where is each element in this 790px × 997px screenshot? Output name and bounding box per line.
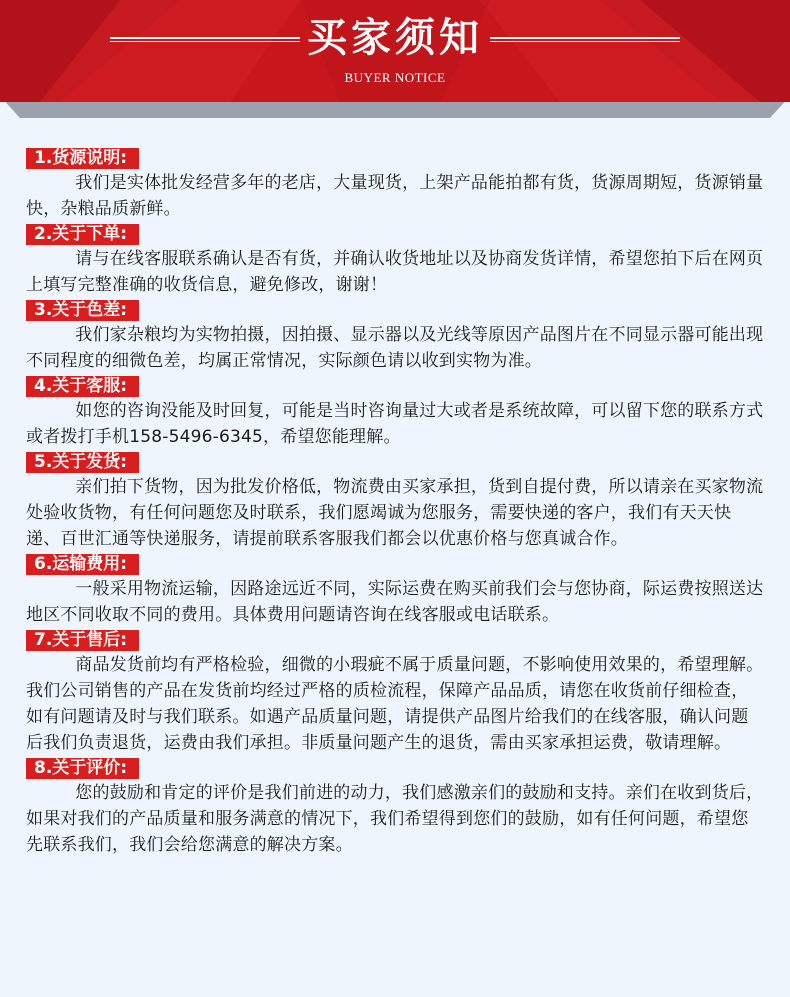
section-text: 如您的咨询没能及时回复，可能是当时咨询量过大或者是系统故障，可以留下您的联系方式或者拨打手机158-5496-6345，希望您能理解。	[26, 401, 764, 447]
section-label: 4.关于客服:	[26, 376, 139, 397]
section-text: 亲们拍下货物，因为批发价格低，物流费由买家承担，货到自提付费，所以请亲在买家物流处验收货物，有任何问题您及时联系，我们愿竭诚为您服务，需要快递的客户，我们有天天快递、百世汇通等快递服务，请提前联系客服我们都会以优惠价格与您真诚合作。	[26, 477, 764, 549]
notice-section	[26, 148, 764, 222]
section-label: 3.关于色差:	[26, 300, 139, 321]
notice-section	[26, 630, 764, 756]
page-subtitle: BUYER NOTICE	[344, 70, 446, 85]
section-label: 1.货源说明:	[26, 148, 139, 169]
notice-section	[26, 452, 764, 552]
notice-section	[26, 758, 764, 858]
section-text: 我们是实体批发经营多年的老店，大量现货，上架产品能拍都有货，货源周期短，货源销量快，杂粮品质新鲜。	[26, 173, 764, 219]
section-label: 6.运输费用:	[26, 554, 139, 575]
header-banner	[0, 0, 790, 118]
section-label: 8.关于评价:	[26, 758, 139, 779]
section-text: 您的鼓励和肯定的评价是我们前进的动力，我们感激亲们的鼓励和支持。亲们在收到货后，如果对我们的产品质量和服务满意的情况下，我们希望得到您们的鼓励，如有任何问题，希望您先联系我们，我们会给您满意的解决方案。	[26, 783, 764, 855]
notice-section	[26, 554, 764, 628]
notice-section	[26, 376, 764, 450]
section-text: 请与在线客服联系确认是否有货，并确认收货地址以及协商发货详情，希望您拍下后在网页上填写完整准确的收货信息，避免修改，谢谢！	[26, 249, 764, 295]
notice-section	[26, 224, 764, 298]
page-title: 买家须知	[307, 14, 483, 61]
notice-list	[26, 148, 764, 860]
section-text: 商品发货前均有严格检验，细微的小瑕疵不属于质量问题，不影响使用效果的，希望理解。我们公司销售的产品在发货前均经过严格的质检流程，保障产品品质，请您在收货前仔细检查，如有问题请及时与我们联系。如遇产品质量问题，请提供产品图片给我们的在线客服，确认问题后我们负责退货，运费由我们承担。非质量问题产生的退货，需由买家承担运费，敬请理解。	[26, 655, 764, 753]
section-label: 5.关于发货:	[26, 452, 139, 473]
section-label: 2.关于下单:	[26, 224, 139, 245]
section-text: 我们家杂粮均为实物拍摄，因拍摄、显示器以及光线等原因产品图片在不同显示器可能出现不同程度的细微色差，均属正常情况，实际颜色请以收到实物为准。	[26, 325, 764, 371]
notice-section	[26, 300, 764, 374]
section-text: 一般采用物流运输，因路途远近不同，实际运费在购买前我们会与您协商，际运费按照送达地区不同收取不同的费用。具体费用问题请咨询在线客服或电话联系。	[26, 579, 764, 625]
section-label: 7.关于售后:	[26, 630, 139, 651]
